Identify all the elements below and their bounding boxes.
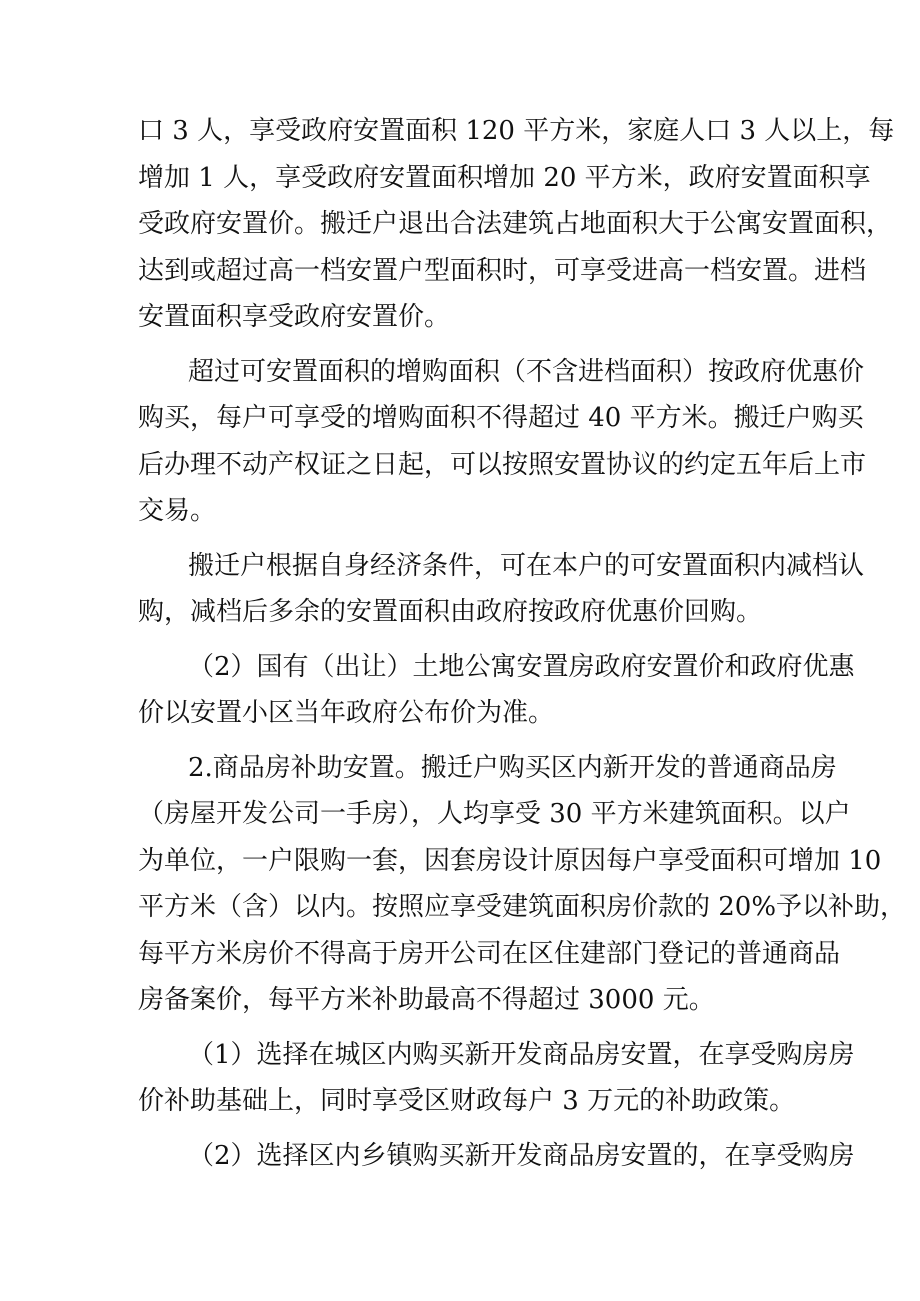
text-line: 口 3 人，享受政府安置面积 120 平方米，家庭人口 3 人以上，每 (138, 116, 895, 146)
text-line: （1）选择在城区内购买新开发商品房安置，在享受购房房 (188, 1039, 855, 1070)
text-line: 为单位，一户限购一套，因套房设计原因每户享受面积可增加 10 (138, 845, 882, 876)
text-line: 2.商品房补助安置。搬迁户购买区内新开发的普通商品房 (188, 752, 837, 783)
paragraph (138, 1032, 855, 1125)
text-line: 交易。 (138, 496, 217, 526)
text-line: 价以安置小区当年政府公布价为准。 (138, 698, 555, 728)
paragraph (138, 745, 907, 1024)
paragraph (138, 1133, 855, 1180)
text-line: 每平方米房价不得高于房开公司在区住建部门登记的普通商品 (138, 938, 841, 969)
text-line: 房备案价，每平方米补助最高不得超过 3000 元。 (138, 985, 715, 1015)
text-line: （2）选择区内乡镇购买新开发商品房安置的，在享受购房 (188, 1140, 855, 1171)
text-line: 达到或超过高一档安置户型面积时，可享受进高一档安置。进档 (138, 255, 867, 286)
text-line: 购买，每户可享受的增购面积不得超过 40 平方米。搬迁户购买 (138, 403, 864, 433)
paragraph (138, 543, 865, 636)
text-line: 受政府安置价。搬迁户退出合法建筑占地面积大于公寓安置面积， (138, 209, 893, 239)
paragraph (138, 108, 895, 341)
text-line: 安置面积享受政府安置价。 (138, 302, 451, 332)
text-line: （房屋开发公司一手房），人均享受 30 平方米建筑面积。以户 (138, 799, 851, 829)
text-line: 超过可安置面积的增购面积（不含进档面积）按政府优惠价 (188, 356, 865, 387)
document-body (138, 108, 907, 1179)
text-line: 后办理不动产权证之日起，可以按照安置协议的约定五年后上市 (138, 449, 867, 480)
text-line: 购，减档后多余的安置面积由政府按政府优惠价回购。 (138, 597, 763, 627)
paragraph (138, 349, 867, 535)
text-line: 搬迁户根据自身经济条件，可在本户的可安置面积内减档认 (188, 550, 865, 581)
text-line: 价补助基础上，同时享受区财政每户 3 万元的补助政策。 (138, 1086, 796, 1116)
text-line: 增加 1 人，享受政府安置面积增加 20 平方米，政府安置面积享 (138, 162, 871, 193)
text-line: 平方米（含）以内。按照应享受建筑面积房价款的 20%予以补助， (138, 892, 907, 922)
paragraph (138, 644, 855, 737)
text-line: （2）国有（出让）土地公寓安置房政府安置价和政府优惠 (188, 651, 855, 682)
